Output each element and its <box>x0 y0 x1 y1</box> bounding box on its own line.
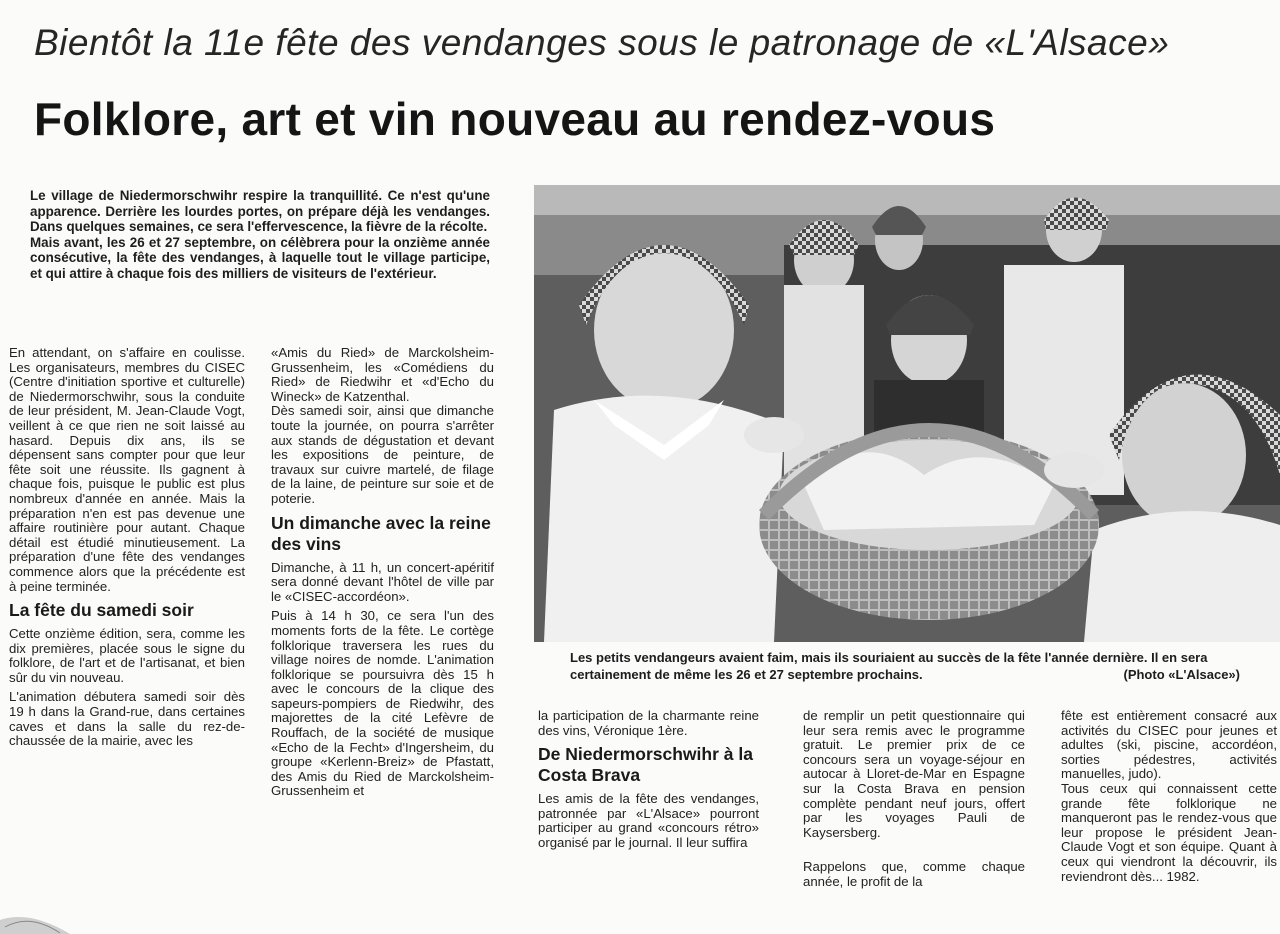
article-column-5 <box>1061 709 1277 884</box>
subheading-dimanche-reine: Un dimanche avec la reine des vins <box>271 512 491 554</box>
photo-caption <box>570 649 1270 683</box>
body-paragraph: L'animation débutera samedi soir dès 19 h dans la Grand-rue, dans certaines caves et dans la salle du rez-de-chaussée de la mairie, avec les <box>9 689 245 749</box>
photo-illustration <box>534 185 1280 642</box>
body-paragraph: la participation de la charmante reine des vins, Véronique 1ère. <box>538 708 759 738</box>
lead-paragraph <box>30 188 490 282</box>
caption-text: Les petits vendangeurs avaient faim, mais ils souriaient au succès de la fête l'année dernière. Il en sera certainement de même les 26 et 27 septembre prochains. <box>570 650 1208 682</box>
photo-children-vendangeurs <box>534 185 1280 642</box>
body-paragraph: Puis à 14 h 30, ce sera l'un des moments forts de la fête. Le cortège folklorique traversera les rues du village noires de nomde. L'animation folklorique se poursuivra dès 15 h avec le concours de la clique des sapeurs-pompiers de Riedwihr, des majorettes de la cité Lefèvre de Rouffach, de la société de musique «Echo de la Fecht» d'Ingersheim, du groupe «Kerlenn-Breiz» de Pfastatt, des Amis du Ried de Marckolsheim-Grussenheim et <box>271 608 494 799</box>
body-paragraph: Dimanche, à 11 h, un concert-apéritif sera donné devant l'hôtel de ville par le «CISEC-accordéon». <box>271 559 494 604</box>
lead-text-1: Le village de Niedermorschwihr respire la tranquillité. Ce n'est qu'une apparence. Derrière les lourdes portes, on prépare déjà les vendanges. Dans quelques semaines, ce sera l'effervescence, la fièvre de la récolte. <box>30 188 490 235</box>
article-column-1 <box>9 346 245 749</box>
photo-credit: (Photo «L'Alsace») <box>1123 667 1240 682</box>
body-paragraph: En attendant, on s'affaire en coulisse. Les organisateurs, membres du CISEC (Centre d'initiation sportive et culturelle) de Niedermorschwihr, sous la conduite de leur président, M. Jean-Claude Vogt, veillent à ce que rien ne soit laissé au hasard. Depuis dix ans, ils se dépensent sans compter pour que leur fête soit une réussite. Ils gagnent à chaque fois, puisque le public est plus nombreux d'année en année. Mais la préparation n'en est pas devenue une affaire routinière pour autant. Chaque détail est étudié minutieusement. La préparation d'une fête des vendanges commence alors que la précédente est à peine terminée. <box>9 345 245 594</box>
body-paragraph: de remplir un petit questionnaire qui leur sera remis avec le programme gratuit. Le premier prix de ce concours sera un voyage-séjour en autocar à Lloret-de-Mar en Espagne sur la Costa Brava en pension complète pendant neuf jours, offert par les voyages Pauli de Kaysersberg. <box>803 708 1025 840</box>
body-paragraph: fête est entièrement consacré aux activités du CISEC pour jeunes et adultes (ski, piscine, accordéon, sorties pédestres, activités manuelles, judo). <box>1061 708 1277 782</box>
article-column-4 <box>803 709 1025 890</box>
article-column-2 <box>271 346 494 799</box>
body-paragraph: Dès samedi soir, ainsi que dimanche toute la journée, on pourra s'arrêter aux stands de dégustation et devant les expositions de peinture, de travaux sur cuivre martelé, de filage de la laine, de peinture sur soie et de poterie. <box>271 403 494 506</box>
body-paragraph: Tous ceux qui connaissent cette grande fête folklorique ne manqueront pas le rendez-vous que leur propose le président Jean-Claude Vogt et son équipe. Quant à ceux qui viendront la découvrir, ils reviendront dès... 1982. <box>1061 780 1277 884</box>
scan-artifact <box>0 905 70 934</box>
lead-text-2: Mais avant, les 26 et 27 septembre, on célèbrera pour la onzième année consécutive, la fête des vendanges, à laquelle tout le village participe, et qui attire à chaque fois des milliers de visiteurs de l'extérieur. <box>30 234 490 281</box>
subheading-fete-samedi: La fête du samedi soir <box>9 600 194 621</box>
body-paragraph: «Amis du Ried» de Marckolsheim-Grussenheim, les «Comédiens du Ried» de Riedwihr et «d'Echo du Wineck» de Katzenthal. <box>271 345 494 404</box>
body-paragraph: Cette onzième édition, sera, comme les dix premières, placée sous le signe du folklore, de l'art et de l'artisanat, et bien sûr du vin nouveau. <box>9 626 245 685</box>
kicker-headline: Bientôt la 11e fête des vendanges sous le patronage de «L'Alsace» <box>34 22 1170 63</box>
body-paragraph: Les amis de la fête des vendanges, patronnée par «L'Alsace» pourront participer au grand «concours rétro» organisé par le journal. Il leur suffira <box>538 791 759 850</box>
subheading-costa-brava: De Niedermorschwihr à la Costa Brava <box>538 744 753 786</box>
body-paragraph: Rappelons que, comme chaque année, le profit de la <box>803 859 1025 889</box>
article-column-3 <box>538 709 759 851</box>
main-headline: Folklore, art et vin nouveau au rendez-vous <box>34 93 996 145</box>
